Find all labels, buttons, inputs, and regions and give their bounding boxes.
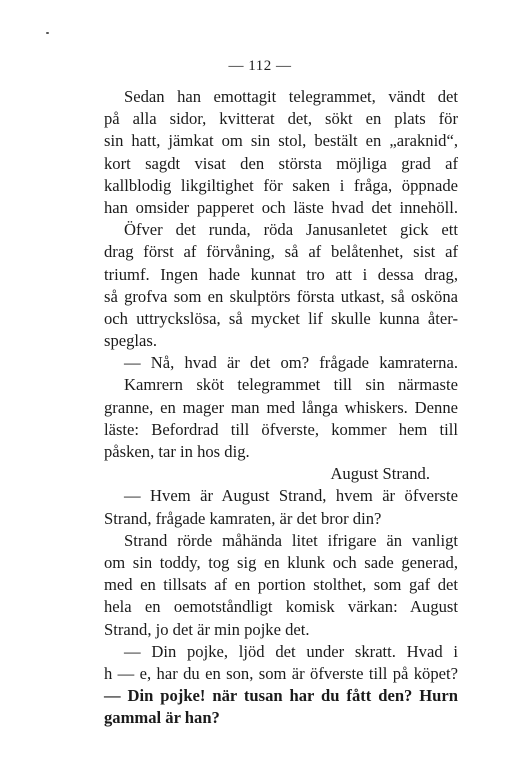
text-line: granne, en mager man med långa whiskers. Denne [104, 397, 458, 417]
text-line: speglas. [104, 331, 157, 351]
text-line: kallblodig likgiltighet för saken i fråga, öppnade [104, 175, 458, 195]
text-line: gammal är han? [104, 708, 220, 728]
text-line: — Din pojke, ljöd det under skratt. Hvad i [124, 641, 458, 661]
text-line: så grofva som en skulptörs första utkast, så osköna [104, 286, 458, 306]
text-line: sin hatt, jämkat om sin stol, bestält en „araknid“, [104, 131, 458, 151]
text-line: Strand, frågade kamraten, är det bror din? [104, 508, 382, 528]
text-line: Strand rörde måhända litet ifrigare än vanligt [124, 530, 458, 550]
text-line: läste: Befordrad till öfverste, kommer hem till [104, 419, 458, 439]
text-line: triumf. Ingen hade kunnat tro att i dessa drag, [104, 264, 458, 284]
text-line: han omsider papperet och läste hvad det innehöll. [104, 197, 458, 217]
text-line: på alla sidor, kvitterat det, sökt en plats för [104, 109, 458, 129]
text-line: Öfver det runda, röda Janusanletet gick ett [124, 220, 458, 240]
text-line: och uttryckslösa, så mycket lif skulle kunna åter- [104, 308, 458, 328]
text-line: — Din pojke! när tusan har du fått den? Hurn [104, 686, 458, 706]
text-line: hela en oemotståndligt komisk värkan: August [104, 597, 458, 617]
print-speck [46, 32, 49, 34]
text-line: — Nå, hvad är det om? frågade kamraterna. [124, 353, 458, 373]
text-line: om sin toddy, tog sig en klunk och sade generad, [104, 552, 458, 572]
text-line: med en tillsats af en portion stolthet, som gaf det [104, 575, 458, 595]
text-line: påsken, tar in hos dig. [104, 442, 250, 461]
text-line: Sedan han emottagit telegrammet, vändt det [124, 87, 458, 106]
text-line: Strand, jo det är min pojke det. [104, 619, 310, 639]
text-line: August Strand. [330, 464, 430, 484]
page-number: — 112 — [228, 58, 292, 74]
body-text [104, 86, 458, 729]
text-line: h — e, har du en son, som är öfverste till på köpet? [104, 663, 458, 683]
text-line: Kamrern sköt telegrammet till sin närmaste [124, 375, 458, 395]
text-line: drag först af förvåning, så af belåtenhet, sist af [104, 242, 458, 262]
text-line: kort sagdt visat den största möjliga grad af [104, 153, 458, 173]
text-line: — Hvem är August Strand, hvem är öfverste [124, 486, 458, 506]
